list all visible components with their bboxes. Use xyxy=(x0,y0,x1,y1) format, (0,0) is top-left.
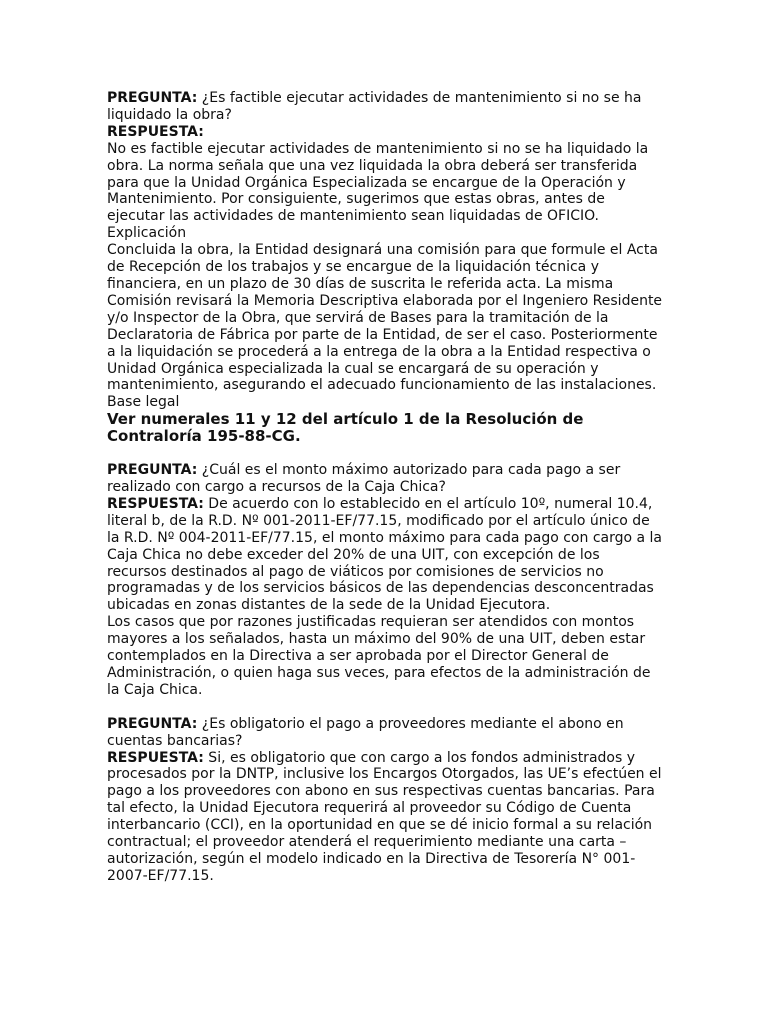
question-1 xyxy=(107,90,663,124)
qa-block-2 xyxy=(107,462,663,699)
spacer xyxy=(107,445,663,462)
question-3 xyxy=(107,716,663,750)
question-label: PREGUNTA: xyxy=(107,715,198,732)
explanation-label: Explicación xyxy=(107,225,187,242)
answer-label: RESPUESTA: xyxy=(107,123,204,140)
answer-label: RESPUESTA: xyxy=(107,749,204,766)
question-label: PREGUNTA: xyxy=(107,90,198,106)
answer-3 xyxy=(107,750,663,885)
question-label: PREGUNTA: xyxy=(107,462,198,479)
legal-basis-label: Base legal xyxy=(107,394,180,411)
question-2 xyxy=(107,462,663,496)
question-text: ¿Es obligatorio el pago a proveedores mediante el abono en cuentas bancarias? xyxy=(107,715,624,749)
document-page xyxy=(107,90,663,885)
answer-label: RESPUESTA: xyxy=(107,495,204,512)
answer-text: Si, es obligatorio que con cargo a los fondos administrados y procesados por la DNTP, inclusive los Encargos Otorgados, las UE’s efectúen el pago a los proveedores con abono en sus respectivas cuentas bancarias. Para tal efecto, la Unidad Ejecutora requerirá al proveedor su Código de Cuenta interbancario (CCI), en la oportunidad en que se dé inicio formal a su relación contractual; el proveedor atenderá el requerimiento mediante una carta – autorización, según el modelo indicado en la Directiva de Tesorería N° 001-2007-EF/77.15. xyxy=(107,749,662,884)
answer-2 xyxy=(107,496,663,614)
question-text: ¿Cuál es el monto máximo autorizado para cada pago a ser realizado con cargo a recursos de la Caja Chica? xyxy=(107,462,621,496)
legal-basis-reference: Ver numerales 11 y 12 del artículo 1 de la Resolución de Contraloría 195-88-CG. xyxy=(107,410,584,446)
explanation-text: Concluida la obra, la Entidad designará una comisión para que formule el Acta de Recepción de los trabajos y se encargue de la liquidación técnica y financiera, en un plazo de 30 días de suscrita le referida acta. La misma Comisión revisará la Memoria Descriptiva elaborada por el Ingeniero Residente y/o Inspector de la Obra, que servirá de Bases para la tramitación de la Declaratoria de Fábrica por parte de la Entidad, de ser el caso. Posteriormente a la liquidación se procederá a la entrega de la obra a la Entidad respectiva o Unidad Orgánica especializada la cual se encargará de su operación y mantenimiento, asegurando el adecuado funcionamiento de las instalaciones. xyxy=(107,242,663,394)
answer-continuation: Los casos que por razones justificadas requieran ser atendidos con montos mayores a los señalados, hasta un máximo del 90% de una UIT, deben estar contemplados en la Directiva a ser aprobada por el Director General de Administración, o quien haga sus veces, para efectos de la administración de la Caja Chica. xyxy=(107,614,651,698)
answer-text: No es factible ejecutar actividades de mantenimiento si no se ha liquidado la obra. La norma señala que una vez liquidada la obra deberá ser transferida para que la Unidad Orgánica Especializada se encargue de la Operación y Mantenimiento. Por consiguiente, sugerimos que estas obras, antes de ejecutar las actividades de mantenimiento sean liquidadas de OFICIO. xyxy=(107,140,649,225)
spacer xyxy=(107,699,663,716)
answer-text: De acuerdo con lo establecido en el artículo 10º, numeral 10.4, literal b, de la R.D. Nº 001-2011-EF/77.15, modificado por el artículo único de la R.D. Nº 004-2011-EF/77.15, el monto máximo para cada pago con cargo a la Caja Chica no debe exceder del 20% de una UIT, con excepción de los recursos destinados al pago de viáticos por comisiones de servicios no programadas y de los servicios básicos de las dependencias desconcentradas ubicadas en zonas distantes de la sede de la Unidad Ejecutora. xyxy=(107,495,663,614)
qa-block-1 xyxy=(107,90,663,445)
qa-block-3 xyxy=(107,716,663,885)
question-text: ¿Es factible ejecutar actividades de mantenimiento si no se ha liquidado la obra? xyxy=(107,90,642,123)
